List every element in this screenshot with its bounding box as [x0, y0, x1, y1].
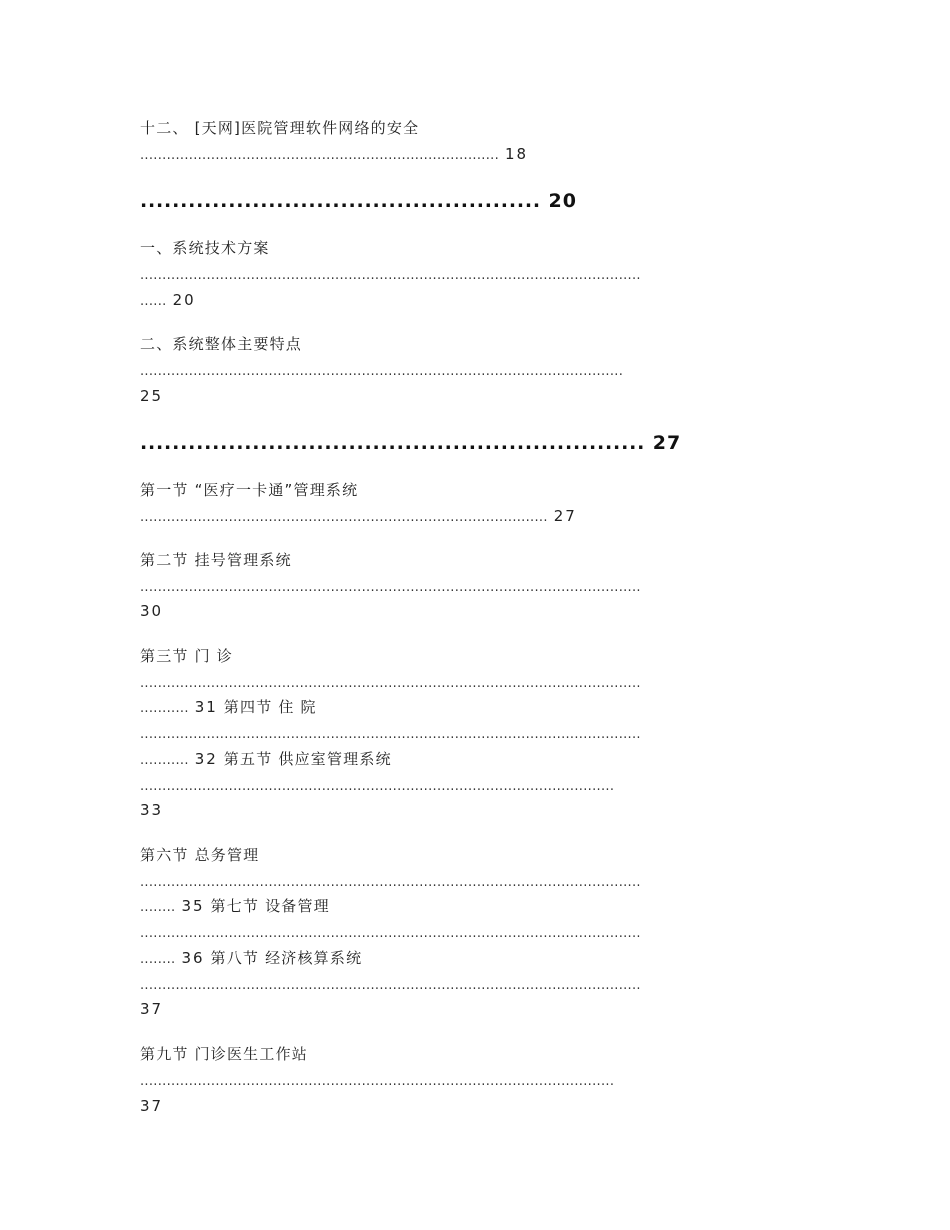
- leader-dots: ........: [140, 952, 176, 967]
- toc-leader-line: [140, 290, 196, 312]
- toc-title: 第二节 挂号管理系统: [140, 551, 292, 569]
- leader-dots: .................................................................................................................: [140, 926, 641, 941]
- leader-dots: ...........: [140, 753, 189, 768]
- toc-page-number: 27: [553, 507, 577, 525]
- leader-dots: .................................................................................................................: [140, 268, 641, 283]
- toc-leader-line: [140, 144, 528, 166]
- leader-dots: .............................................................................................................: [140, 364, 624, 379]
- toc-title: 第九节 门诊医生工作站: [140, 1045, 308, 1063]
- toc-page-number: 33: [140, 801, 164, 819]
- leader-dots: ...........................................................................................................: [140, 779, 615, 794]
- toc-page-number: 20: [548, 190, 577, 212]
- toc-leader-line: [140, 576, 641, 598]
- toc-title: 第六节 总务管理: [140, 846, 260, 864]
- toc-page-number: 27: [652, 432, 682, 454]
- toc-leader-line: [140, 433, 681, 453]
- toc-title: 第四节 住 院: [223, 698, 317, 716]
- toc-page-number: 37: [140, 1097, 164, 1115]
- toc-leader-line: [140, 697, 317, 719]
- toc-page-number: 35: [181, 897, 205, 915]
- toc-title: 一、系统技术方案: [140, 239, 270, 257]
- toc-leader-line: [140, 871, 641, 893]
- leader-dots: .................................................................................................................: [140, 875, 641, 890]
- toc-title: 十二、 [天网]医院管理软件网络的安全: [140, 119, 420, 137]
- toc-title: 第七节 设备管理: [210, 897, 330, 915]
- toc-title: 第一节 “医疗一卡通”管理系统: [140, 481, 359, 499]
- leader-dots: ...........: [140, 701, 189, 716]
- toc-title: 第八节 经济核算系统: [210, 949, 363, 967]
- toc-leader-line: [140, 749, 392, 771]
- toc-leader-line: [140, 922, 641, 944]
- toc-leader-line: [140, 191, 577, 211]
- leader-dots: .................................................................................................................: [140, 676, 641, 691]
- toc-leader-line: [140, 948, 362, 970]
- toc-leader-line: [140, 360, 623, 382]
- leader-dots: ..................................................: [140, 190, 541, 212]
- leader-dots: ............................................................................................: [140, 510, 548, 525]
- toc-page-number: 18: [505, 145, 529, 163]
- toc-page-number: 31: [194, 698, 218, 716]
- leader-dots: .................................................................................................................: [140, 580, 641, 595]
- toc-leader-line: [140, 672, 641, 694]
- leader-dots: .................................................................................................................: [140, 727, 641, 742]
- toc-title: 第三节 门 诊: [140, 647, 233, 665]
- toc-page-number: 37: [140, 1000, 164, 1018]
- leader-dots: ...............................................................: [140, 432, 646, 454]
- toc-page-number: 20: [172, 291, 196, 309]
- leader-dots: ......: [140, 294, 167, 309]
- toc-page-number: 25: [140, 387, 164, 405]
- leader-dots: ........: [140, 900, 176, 915]
- toc-leader-line: [140, 974, 641, 996]
- toc-leader-line: [140, 264, 641, 286]
- toc-title: 第五节 供应室管理系统: [223, 750, 392, 768]
- toc-page-number: 32: [194, 750, 218, 768]
- toc-leader-line: [140, 775, 614, 797]
- toc-leader-line: [140, 896, 330, 918]
- leader-dots: ...........................................................................................................: [140, 1074, 615, 1089]
- toc-page-number: 30: [140, 602, 164, 620]
- toc-leader-line: [140, 723, 641, 745]
- toc-page-number: 36: [181, 949, 205, 967]
- leader-dots: .................................................................................................................: [140, 978, 641, 993]
- toc-leader-line: [140, 1070, 614, 1092]
- toc-title: 二、系统整体主要特点: [140, 335, 303, 353]
- toc-leader-line: [140, 506, 577, 528]
- leader-dots: .................................................................................: [140, 148, 500, 163]
